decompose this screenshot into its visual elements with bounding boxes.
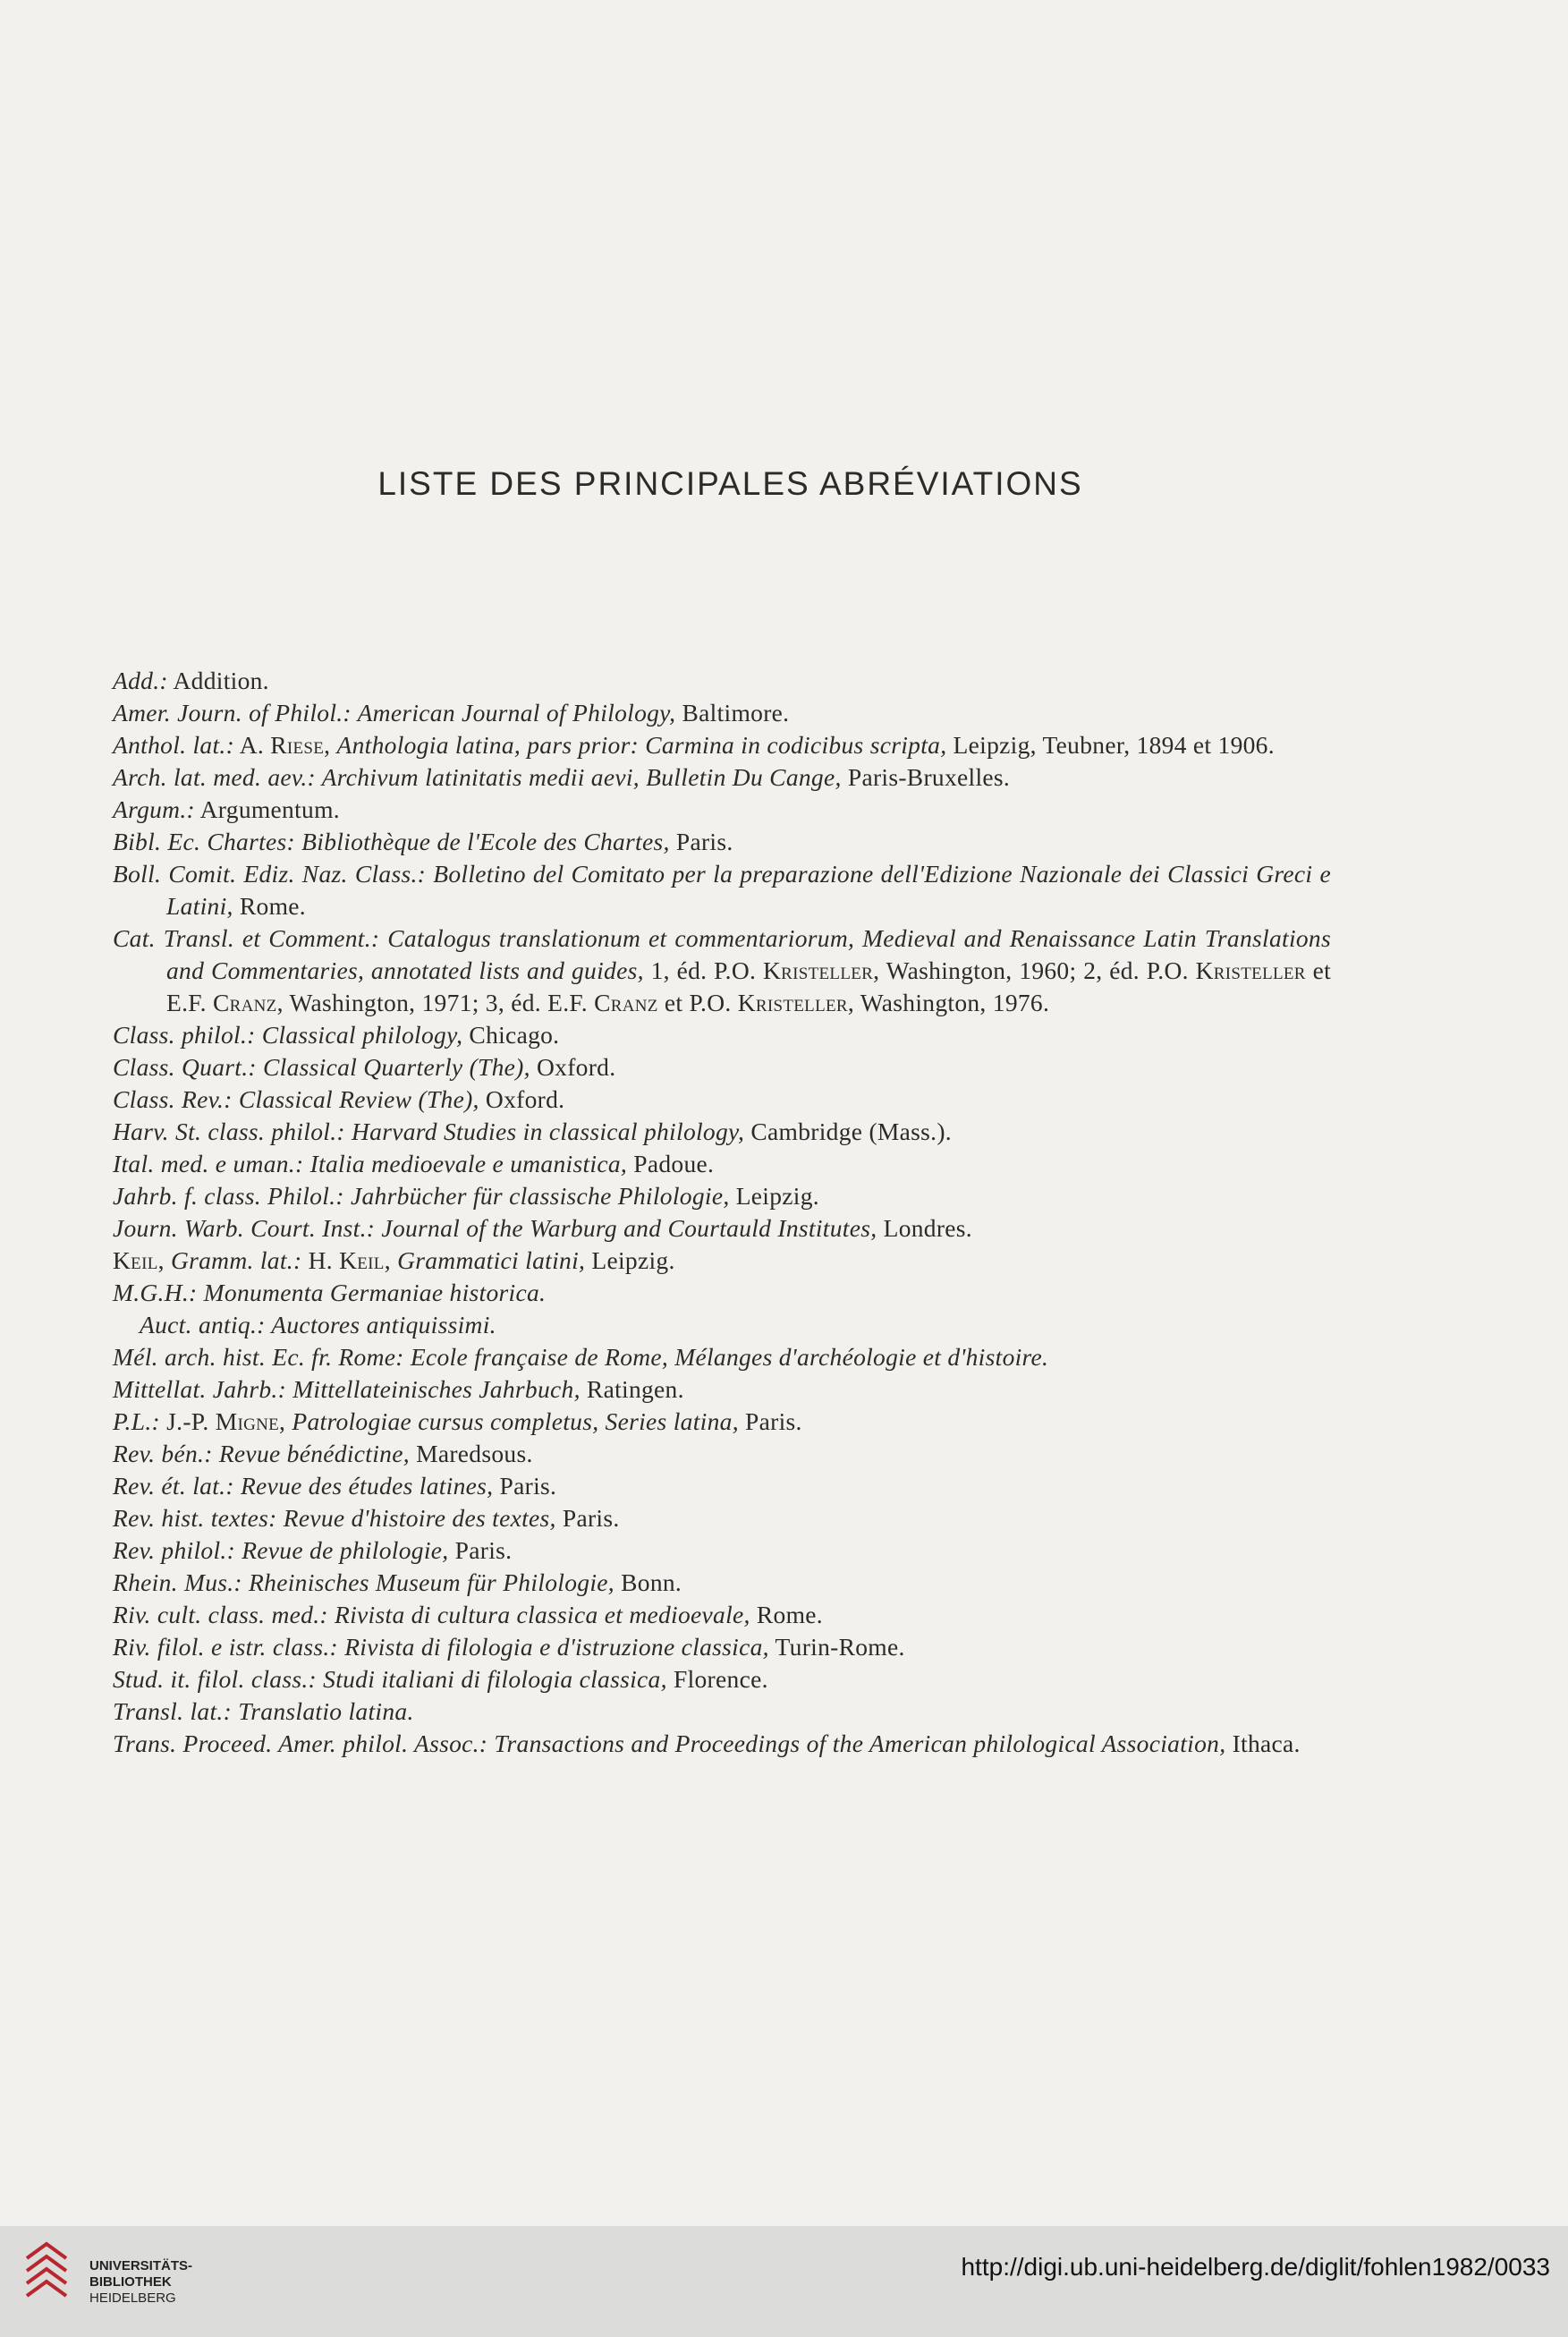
entry-author-name: Kristeller [762, 956, 874, 984]
entry-italic-text: Jahrb. f. class. Philol.: Jahrbücher für classische Philologie, [113, 1182, 730, 1210]
abbreviation-entry [113, 1663, 1331, 1695]
entry-text: J.-P. [159, 1407, 216, 1435]
abbreviation-entry [113, 1051, 1331, 1084]
entry-italic-text: Auct. antiq.: Auctores antiquissimi. [140, 1311, 496, 1338]
entry-italic-text: Transl. lat.: Translatio latina. [113, 1697, 414, 1725]
entry-text: Leipzig, Teubner, 1894 et 1906. [946, 731, 1275, 759]
abbreviation-entry [113, 1019, 1331, 1051]
entry-text: 1, éd. P.O. [643, 956, 763, 984]
entry-text: Chicago. [462, 1021, 560, 1049]
entry-italic-text: Mél. arch. hist. Ec. fr. Rome: Ecole française de Rome, Mélanges d'archéologie et d'histoire. [113, 1343, 1049, 1371]
abbreviation-entry [113, 922, 1331, 1019]
entry-italic-text: Arch. lat. med. aev.: Archivum latinitatis medii aevi, Bulletin Du Cange, [113, 763, 842, 791]
entry-italic-text: Rev. philol.: Revue de philologie, [113, 1536, 449, 1564]
entry-italic-text: Argum.: [113, 795, 195, 823]
entry-text: et E.F. [166, 956, 1332, 1016]
abbreviation-entry [113, 1695, 1331, 1728]
entry-text: Baltimore. [675, 699, 790, 727]
entry-text: Leipzig. [585, 1246, 675, 1274]
entry-text: , [157, 1246, 171, 1274]
entry-author-name: Migne [215, 1407, 280, 1435]
abbreviation-entry [113, 697, 1331, 729]
entry-italic-text: Rev. bén.: Revue bénédictine, [113, 1440, 410, 1467]
entry-italic-text: Rev. hist. textes: Revue d'histoire des textes, [113, 1504, 556, 1532]
entry-author-name: Cranz [594, 989, 658, 1016]
entry-author-name: Kristeller [1195, 956, 1306, 984]
entry-author-name: Cranz [213, 989, 277, 1016]
abbreviation-entry [113, 1406, 1331, 1438]
source-url[interactable]: http://digi.ub.uni-heidelberg.de/diglit/fohlen1982/0033 [961, 2253, 1550, 2281]
entry-text: Londres. [877, 1214, 972, 1242]
entry-italic-text: Anthologia latina, pars prior: Carmina in codicibus scripta, [336, 731, 947, 759]
entry-italic-text: Stud. it. filol. class.: Studi italiani di filologia classica, [113, 1665, 667, 1693]
entry-text: H. [301, 1246, 340, 1274]
entry-italic-text: Harv. St. class. philol.: Harvard Studies in classical philology, [113, 1118, 745, 1145]
abbreviation-entry [113, 1631, 1331, 1663]
entry-italic-text: M.G.H.: Monumenta Germaniae historica. [113, 1279, 547, 1306]
entry-italic-text: Class. Quart.: Classical Quarterly (The), [113, 1053, 530, 1081]
entry-italic-text: Bibl. Ec. Chartes: Bibliothèque de l'Ecole des Chartes, [113, 828, 670, 855]
entry-text: Oxford. [479, 1085, 565, 1113]
abbreviation-entry [113, 794, 1331, 826]
entry-italic-text: Class. philol.: Classical philology, [113, 1021, 463, 1049]
page-title: LISTE DES PRINCIPALES ABRÉVIATIONS [377, 465, 1083, 502]
abbreviation-entry [113, 1245, 1331, 1277]
heidelberg-library-logo-icon [20, 2240, 73, 2299]
abbreviation-entry [113, 1502, 1331, 1534]
entry-text: Paris. [555, 1504, 620, 1532]
abbreviation-entry [113, 1438, 1331, 1470]
abbreviation-entry [113, 1148, 1331, 1180]
entry-italic-text: Boll. Comit. Ediz. Naz. Class.: Bolletino del Comitato per la preparazione dell'Edizione Nazionale dei Classici Greci e Latini, [113, 860, 1331, 920]
entry-text: , Washington, 1960; 2, éd. P.O. [873, 956, 1196, 984]
entry-italic-text: Mittellat. Jahrb.: Mittellateinisches Jahrbuch, [113, 1375, 581, 1403]
abbreviation-entry [113, 1341, 1331, 1373]
entry-text: Maredsous. [409, 1440, 533, 1467]
abbreviation-entry [113, 1373, 1331, 1406]
entry-italic-text: Journ. Warb. Court. Inst.: Journal of the Warburg and Courtauld Institutes, [113, 1214, 877, 1242]
entry-text: Ratingen. [580, 1375, 684, 1403]
entry-italic-text: Riv. filol. e istr. class.: Rivista di filologia e d'istruzione classica, [113, 1633, 769, 1661]
entry-text: Ithaca. [1225, 1729, 1301, 1757]
entry-text: , [279, 1407, 292, 1435]
entry-text: Florence. [666, 1665, 768, 1693]
library-name-line2: BIBLIOTHEK [89, 2274, 172, 2290]
abbreviation-entry [113, 826, 1331, 858]
entry-text: Argumentum. [194, 795, 340, 823]
entry-text: Paris. [493, 1472, 557, 1500]
entry-text: Turin-Rome. [768, 1633, 905, 1661]
entry-italic-text: Rhein. Mus.: Rheinisches Museum für Philologie, [113, 1568, 614, 1596]
abbreviation-entry [113, 858, 1331, 922]
entry-text: Rome. [750, 1601, 823, 1628]
entry-italic-text: Class. Rev.: Classical Review (The), [113, 1085, 479, 1113]
entry-text: A. [234, 731, 271, 759]
entry-text: Padoue. [627, 1150, 715, 1177]
entry-text: Rome. [233, 892, 306, 920]
entry-italic-text: Trans. Proceed. Amer. philol. Assoc.: Transactions and Proceedings of the American philological Association, [113, 1729, 1226, 1757]
entry-italic-text: Cat. Transl. et Comment.: Catalogus translationum et commentariorum, Medieval and Renaissance Latin Translations and Commentaries, annotated lists and guides, [113, 924, 1331, 984]
abbreviation-entry [113, 729, 1331, 761]
entry-italic-text: P.L.: [113, 1407, 160, 1435]
abbreviation-entry [113, 1212, 1331, 1245]
entry-italic-text: Gramm. lat.: [170, 1246, 302, 1274]
entry-italic-text: Amer. Journ. of Philol.: American Journal of Philology, [113, 699, 676, 727]
entry-text: Paris. [738, 1407, 802, 1435]
entry-author-name: Keil [339, 1246, 385, 1274]
entry-italic-text: Rev. ét. lat.: Revue des études latines, [113, 1472, 494, 1500]
entry-italic-text: Patrologiae cursus completus, Series latina, [292, 1407, 739, 1435]
entry-text: et P.O. [657, 989, 738, 1016]
entry-italic-text: Ital. med. e uman.: Italia medioevale e umanistica, [113, 1150, 628, 1177]
library-footer [0, 2226, 1568, 2337]
entry-text: , [324, 731, 337, 759]
entry-italic-text: Grammatici latini, [397, 1246, 586, 1274]
abbreviation-entry [113, 1567, 1331, 1599]
abbreviation-entry [113, 1084, 1331, 1116]
entry-italic-text: Riv. cult. class. med.: Rivista di cultura classica et medioevale, [113, 1601, 750, 1628]
abbreviation-entry [113, 1309, 1331, 1341]
entry-text: Bonn. [614, 1568, 682, 1596]
entry-italic-text: Anthol. lat.: [113, 731, 235, 759]
entry-author-name: Riese [270, 731, 325, 759]
entry-text: , Washington, 1971; 3, éd. E.F. [276, 989, 595, 1016]
library-name [89, 2258, 192, 2307]
abbreviation-list [113, 665, 1331, 1760]
abbreviation-entry [113, 1116, 1331, 1148]
entry-author-name: Kristeller [737, 989, 848, 1016]
entry-text: Paris-Bruxelles. [841, 763, 1011, 791]
library-name-line3: HEIDELBERG [89, 2290, 176, 2306]
entry-text: Cambridge (Mass.). [744, 1118, 952, 1145]
library-name-line1: UNIVERSITÄTS- [89, 2258, 193, 2273]
abbreviation-entry [113, 665, 1331, 697]
entry-text: Paris. [669, 828, 733, 855]
abbreviation-entry [113, 1180, 1331, 1212]
entry-text: Paris. [448, 1536, 513, 1564]
abbreviation-entry [113, 1470, 1331, 1502]
entry-author-name: Keil [113, 1246, 158, 1274]
entry-text: Leipzig. [729, 1182, 819, 1210]
entry-text: , [384, 1246, 398, 1274]
entry-text: , Washington, 1976. [847, 989, 1050, 1016]
entry-text: Addition. [167, 667, 269, 694]
abbreviation-entry [113, 761, 1331, 794]
entry-italic-text: Add.: [113, 667, 168, 694]
entry-text: Oxford. [530, 1053, 616, 1081]
abbreviation-entry [113, 1599, 1331, 1631]
abbreviation-entry [113, 1728, 1331, 1760]
abbreviation-entry [113, 1534, 1331, 1567]
abbreviation-entry [113, 1277, 1331, 1309]
